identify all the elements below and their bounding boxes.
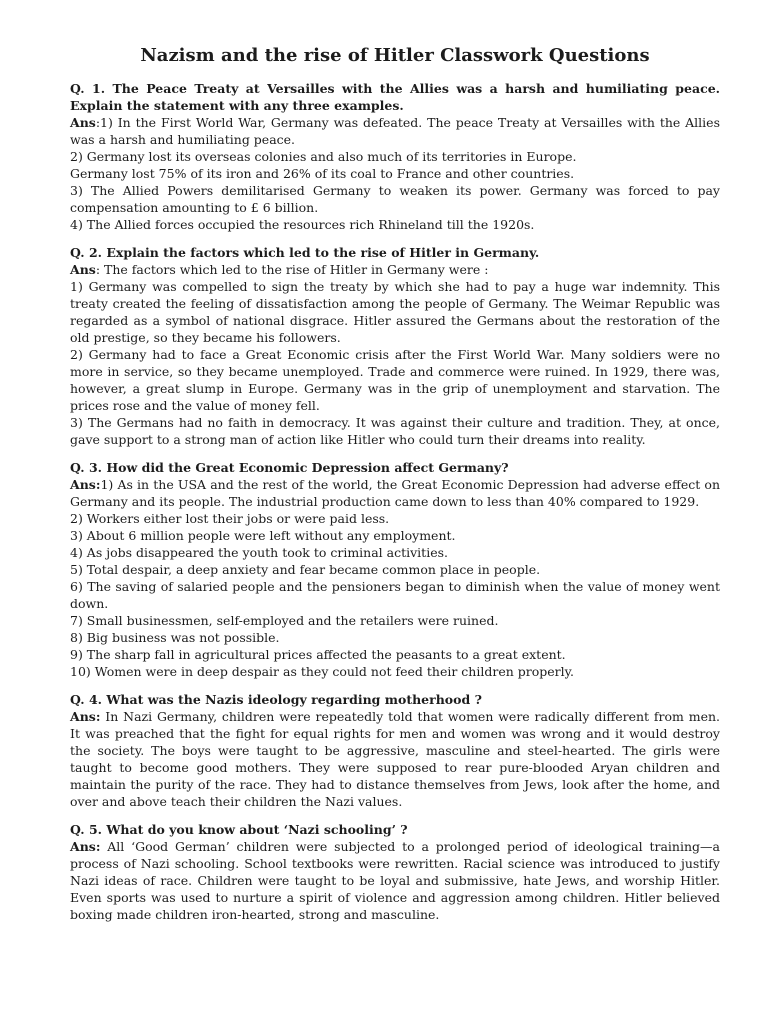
answer-line [70,838,720,923]
answer-label: Ans: [70,477,101,492]
answer-text: All ‘Good German’ children were subjected to a prolonged period of ideological training—a process of Nazi schooling. School textbooks were rewritten. Racial science was introduced to justify Nazi ideas of race. Children were taught to be loyal and submissive, hate Jews, and worship Hitler. Even sports was used to nurture a spirit of violence and aggression among children. Hitler believed boxing made children iron-hearted, strong and masculine. [70,839,720,922]
answer-text: In Nazi Germany, children were repeatedly told that women were radically different from men. It was preached that the fight for equal rights for men and women was wrong and it would destroy the society. The boys were taught to be aggressive, masculine and steel-hearted. The girls were taught to become good mothers. They were supposed to rear pure-blooded Aryan children and maintain the purity of the race. They had to distance themselves from Jews, look after the home, and over and above teach their children the Nazi values. [70,709,720,809]
answer-line: 4) The Allied forces occupied the resources rich Rhineland till the 1920s. [70,217,535,232]
answer-line: 3) The Germans had no faith in democracy. It was against their culture and tradition. They, at once, gave support to a strong man of action like Hitler who could turn their dreams into reality. [70,415,720,447]
question-text: Q. 1. The Peace Treaty at Versailles with the Allies was a harsh and humiliating peace. Explain the statement with any three examples. [70,81,720,113]
answer-line: 5) Total despair, a deep anxiety and fear became common place in people. [70,562,541,577]
answer-label: Ans: [70,709,101,724]
answer-line: 7) Small businessmen, self-employed and the retailers were ruined. [70,613,499,628]
answer-line: 6) The saving of salaried people and the pensioners began to diminish when the value of money went down. [70,579,720,611]
answer-line [70,476,720,510]
answer-line: 8) Big business was not possible. [70,630,280,645]
answer-line [70,708,720,810]
answer-label: Ans [70,115,96,130]
answer-line: 3) The Allied Powers demilitarised Germany to weaken its power. Germany was forced to pay compensation amounting to £ 6 billion. [70,183,720,215]
question-text: Q. 5. What do you know about ‘Nazi schooling’ ? [70,822,408,837]
answer-line [70,114,720,148]
answer-text: : The factors which led to the rise of Hitler in Germany were : [95,262,489,277]
answer-line: Germany lost 75% of its iron and 26% of its coal to France and other countries. [70,166,575,181]
question-text: Q. 4. What was the Nazis ideology regarding motherhood ? [70,692,482,707]
answer-line: 3) About 6 million people were left without any employment. [70,528,456,543]
page-title: Nazism and the rise of Hitler Classwork Questions [140,45,650,66]
question-text: Q. 3. How did the Great Economic Depression affect Germany? [70,460,509,475]
answer-line: 10) Women were in deep despair as they could not feed their children properly. [70,664,574,679]
answer-label: Ans: [70,839,101,854]
question-block-3 [70,459,720,680]
answer-line [70,261,720,278]
question-block-5 [70,821,720,923]
question-block-1 [70,80,720,233]
question-text: Q. 2. Explain the factors which led to the rise of Hitler in Germany. [70,245,540,260]
answer-line: 1) Germany was compelled to sign the treaty by which she had to pay a huge war indemnity. This treaty created the feeling of dissatisfaction among the people of Germany. The Weimar Republic was regarded as a symbol of national disgrace. Hitler assured the Germans about the restoration of the old prestige, so they became his followers. [70,279,720,345]
answer-text: 1) As in the USA and the rest of the world, the Great Economic Depression had adverse effect on Germany and its people. The industrial production came down to less than 40% compared to 1929. [70,477,720,509]
answer-line: 2) Workers either lost their jobs or were paid less. [70,511,390,526]
question-block-2 [70,244,720,448]
answer-label: Ans [70,262,96,277]
answer-line: 9) The sharp fall in agricultural prices affected the peasants to a great extent. [70,647,566,662]
answer-line: 4) As jobs disappeared the youth took to criminal activities. [70,545,448,560]
question-block-4 [70,691,720,810]
answer-text: :1) In the First World War, Germany was defeated. The peace Treaty at Versailles with the Allies was a harsh and humiliating peace. [70,115,720,147]
answer-line: 2) Germany had to face a Great Economic crisis after the First World War. Many soldiers were no more in service, so they became unemployed. Trade and commerce were ruined. In 1929, there was, however, a great slump in Europe. Germany was in the grip of unemployment and starvation. The prices rose and the value of money fell. [70,347,720,413]
answer-line: 2) Germany lost its overseas colonies and also much of its territories in Europe. [70,149,577,164]
